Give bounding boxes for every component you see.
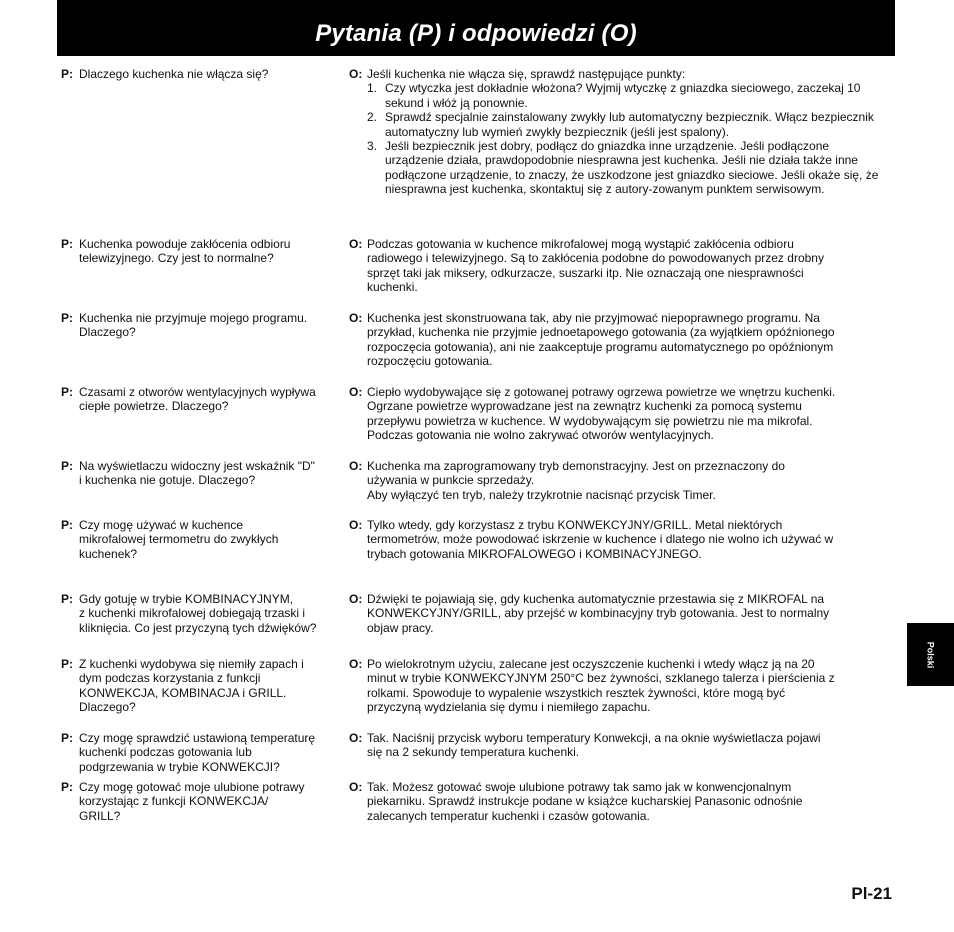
page-title: Pytania (P) i odpowiedzi (O) (315, 20, 637, 47)
question (61, 657, 341, 715)
answer-checklist (367, 81, 879, 196)
question (61, 459, 341, 488)
question (61, 731, 341, 774)
question (61, 592, 341, 635)
question (61, 518, 341, 561)
answer-text: Tak. Możesz gotować swoje ulubione potrawy tak samo jak w konwencjonalnym piekarniku. Sprawdź instrukcje podane w książce kucharskiej Panasonic odnośnie zalecanych temperatur kuchenki i czasów gotowania. (367, 780, 803, 823)
answer (349, 67, 879, 197)
question-text: Dlaczego kuchenka nie włącza się? (79, 67, 269, 81)
answer-text: Kuchenka jest skonstruowana tak, aby nie przyjmować niepoprawnego programu. Na przykład, kuchenka nie przyjmie jednoetapowego gotowania (za wyjątkiem opóźnionego rozpoczęcia gotowania), ani nie zaakceptuje programu automatycznego po opóźnionym rozpoczęciu gotowania. (367, 311, 835, 369)
question-text: Kuchenka nie przyjmuje mojego programu. Dlaczego? (79, 311, 308, 340)
answer-mark: O: (349, 731, 363, 745)
question-mark: P: (61, 67, 73, 81)
question-text: Czy mogę gotować moje ulubione potrawy korzystając z funkcji KONWEKCJA/ GRILL? (79, 780, 305, 823)
item-number: 3. (367, 139, 378, 154)
answer-mark: O: (349, 385, 363, 399)
title-bar (57, 0, 895, 56)
checklist-item (367, 81, 879, 110)
question-text: Kuchenka powoduje zakłócenia odbioru telewizyjnego. Czy jest to normalne? (79, 237, 291, 266)
answer-mark: O: (349, 657, 363, 671)
question-mark: P: (61, 311, 73, 325)
answer-text: Ciepło wydobywające się z gotowanej potrawy ogrzewa powietrze we wnętrzu kuchenki. Ogrzane powietrze wyprowadzane jest na zewnątrz kuchenki za pomocą systemu przepływu powietrza w kuchence. W wydobywającym się powietrzu nie ma mikrofal. Podczas gotowania nie wolno zakrywać otworów wentylacyjnych. (367, 385, 836, 443)
question (61, 237, 341, 266)
question (61, 385, 341, 414)
question-text: Czy mogę używać w kuchence mikrofalowej termometru do zwykłych kuchenek? (79, 518, 279, 561)
checklist-item (367, 139, 879, 197)
answer-text: Po wielokrotnym użyciu, zalecane jest oczyszczenie kuchenki i wtedy włącz ją na 20 minut w trybie KONWEKCYJNYM 250°C bez żywności, szklanego talerza i pierścienia z rolkami. Spowoduje to wypalenie wszystkich resztek żywności, które mogą być przyczyną wydzielania się dymu i niemiłego zapachu. (367, 657, 835, 715)
answer-mark: O: (349, 780, 363, 794)
answer (349, 731, 879, 760)
answer (349, 237, 879, 295)
answer-text: Kuchenka ma zaprogramowany tryb demonstracyjny. Jest on przeznaczony do używania w punkcie sprzedaży. Aby wyłączyć ten tryb, należy trzykrotnie nacisnąć przycisk Timer. (367, 459, 785, 502)
answer (349, 657, 879, 715)
question-text: Czy mogę sprawdzić ustawioną temperaturę kuchenki podczas gotowania lub podgrzewania w trybie KONWEKCJI? (79, 731, 316, 774)
language-tab (907, 623, 954, 686)
question-text: Z kuchenki wydobywa się niemiły zapach i dym podczas korzystania z funkcji KONWEKCJA, KOMBINACJA i GRILL. Dlaczego? (79, 657, 304, 715)
answer-text: Dźwięki te pojawiają się, gdy kuchenka automatycznie przestawia się z MIKROFAL na KONWEKCYJNY/GRILL, aby przejść w kombinacyjny tryb gotowania. Jest to normalny objaw pracy. (367, 592, 830, 635)
answer-text: Tylko wtedy, gdy korzystasz z trybu KONWEKCYJNY/GRILL. Metal niektórych termometrów, może powodować iskrzenie w kuchence i dlatego nie wolno ich używać w trybach gotowania MIKROFALOWEGO i KOMBINACYJNEGO. (367, 518, 834, 561)
answer-mark: O: (349, 237, 363, 251)
question (61, 780, 341, 823)
question-mark: P: (61, 780, 73, 794)
language-tab-label: Polski (925, 641, 936, 668)
item-text: Jeśli bezpiecznik jest dobry, podłącz do gniazdka inne urządzenie. Jeśli podłączone urządzenie działa, prawdopodobnie niesprawna jest kuchenka. Jeśli nie działa także inne podłączone urządzenie, to znaczy, że uszkodzone jest gniazdko sieciowe. Jeśli okaże się, że niesprawna jest kuchenka, skontaktuj się z autory-zowanym punktem serwisowym. (385, 139, 879, 197)
question-text: Na wyświetlaczu widoczny jest wskaźnik "D" i kuchenka nie gotuje. Dlaczego? (79, 459, 315, 488)
answer-mark: O: (349, 592, 363, 606)
answer (349, 311, 879, 369)
answer (349, 592, 879, 635)
question-text: Gdy gotuję w trybie KOMBINACYJNYM, z kuchenki mikrofalowej dobiegają trzaski i kliknięcia. Co jest przyczyną tych dźwięków? (79, 592, 317, 635)
answer-intro: Jeśli kuchenka nie włącza się, sprawdź następujące punkty: (367, 67, 686, 81)
answer (349, 459, 879, 502)
answer-mark: O: (349, 518, 363, 532)
item-text: Czy wtyczka jest dokładnie włożona? Wyjmij wtyczkę z gniazdka sieciowego, zaczekaj 10 sekund i włóż ją ponownie. (385, 81, 861, 110)
question (61, 67, 341, 81)
answer-text: Podczas gotowania w kuchence mikrofalowej mogą wystąpić zakłócenia odbioru radiowego i telewizyjnego. Są to zakłócenia podobne do powodowanych przez drobny sprzęt taki jak miksery, odkurzacze, suszarki itp. Nie oznaczają one niesprawności kuchenki. (367, 237, 824, 295)
answer (349, 780, 879, 823)
question-mark: P: (61, 731, 73, 745)
question-text: Czasami z otworów wentylacyjnych wypływa ciepłe powietrze. Dlaczego? (79, 385, 316, 414)
question (61, 311, 341, 340)
question-mark: P: (61, 459, 73, 473)
item-text: Sprawdź specjalnie zainstalowany zwykły lub automatyczny bezpiecznik. Włącz bezpiecznik automatyczny lub wymień zwykły bezpiecznik (jeśli jest spalony). (385, 110, 874, 139)
page-number: Pl-21 (851, 884, 892, 903)
answer (349, 518, 879, 561)
checklist-item (367, 110, 879, 139)
question-mark: P: (61, 237, 73, 251)
question-mark: P: (61, 592, 73, 606)
answer-mark: O: (349, 311, 363, 325)
answer-mark: O: (349, 459, 363, 473)
question-mark: P: (61, 518, 73, 532)
answer-mark: O: (349, 67, 363, 81)
question-mark: P: (61, 385, 73, 399)
question-mark: P: (61, 657, 73, 671)
answer (349, 385, 879, 443)
item-number: 2. (367, 110, 378, 125)
answer-text: Tak. Naciśnij przycisk wyboru temperatury Konwekcji, a na oknie wyświetlacza pojawi się na 2 sekundy temperatura kuchenki. (367, 731, 821, 760)
item-number: 1. (367, 81, 378, 96)
